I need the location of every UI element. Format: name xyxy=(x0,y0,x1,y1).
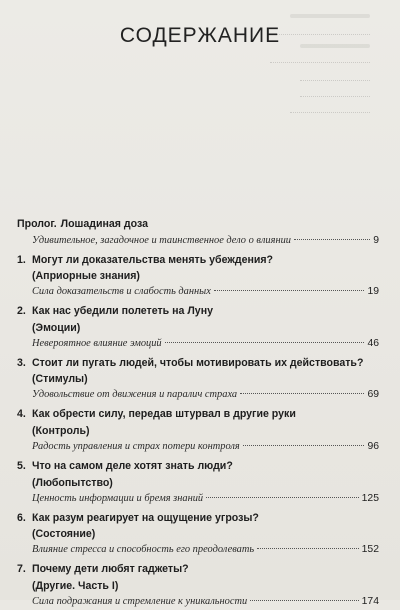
chapter-subtitle: (Стимулы) xyxy=(32,373,88,386)
toc-heading xyxy=(17,406,379,423)
chapter-title: Что на самом деле хотят знать люди? xyxy=(32,459,233,472)
chapter-number: 1. xyxy=(17,253,26,266)
toc-heading xyxy=(17,458,379,475)
toc-entry-chapter-5 xyxy=(17,458,379,507)
dot-leader xyxy=(257,548,359,549)
toc-line xyxy=(17,233,379,249)
toc-page-number: 152 xyxy=(361,544,379,556)
toc-label: Пролог. xyxy=(17,218,57,230)
dot-leader xyxy=(165,342,365,343)
chapter-number: 2. xyxy=(17,305,26,318)
chapter-subtitle: (Эмоции) xyxy=(32,321,81,334)
chapter-title: Почему дети любят гаджеты? xyxy=(32,563,189,576)
chapter-subtitle: (Другие. Часть I) xyxy=(32,579,119,592)
toc-description: Сила подражания и стремление к уникальности xyxy=(32,595,248,607)
chapter-title: Как нас убедили полететь на Луну xyxy=(32,305,213,318)
toc-line xyxy=(17,336,379,352)
chapter-subtitle: (Контроль) xyxy=(32,424,90,437)
chapter-number: 7. xyxy=(17,563,26,576)
toc-heading xyxy=(17,216,379,233)
chapter-title: Могут ли доказательства менять убеждения? xyxy=(32,253,274,266)
toc-description: Невероятное влияние эмоций xyxy=(32,337,162,349)
bleed-through-text xyxy=(0,0,400,130)
toc-heading xyxy=(17,252,379,269)
chapter-title: Как обрести силу, передав штурвал в другие руки xyxy=(32,408,296,421)
toc-entry-chapter-3 xyxy=(17,355,379,404)
chapter-number: 3. xyxy=(17,356,26,369)
chapter-number: 6. xyxy=(17,511,26,524)
dot-leader xyxy=(240,393,364,394)
dot-leader xyxy=(294,239,370,240)
toc-heading xyxy=(17,510,379,527)
toc-entry-chapter-4 xyxy=(17,406,379,455)
toc-entry-prolog xyxy=(17,216,379,249)
toc-description: Удивительное, загадочное и таинственное дело о влиянии xyxy=(32,234,291,246)
toc-line xyxy=(17,542,379,558)
dot-leader xyxy=(250,600,358,601)
toc-line xyxy=(17,491,379,507)
toc-description: Удовольствие от движения и паралич страха xyxy=(32,389,238,401)
toc-page-number: 96 xyxy=(367,440,379,452)
toc-title: Лошадиная доза xyxy=(60,218,149,230)
chapter-title: Как разум реагирует на ощущение угрозы? xyxy=(32,511,259,524)
page-title: СОДЕРЖАНИЕ xyxy=(119,24,281,47)
dot-leader xyxy=(206,497,359,498)
toc-entry-chapter-7 xyxy=(17,561,379,610)
toc-description: Влияние стресса и способность его преодолевать xyxy=(32,544,255,556)
toc-entry-chapter-6 xyxy=(17,510,379,559)
toc-entry-chapter-2 xyxy=(17,303,379,352)
toc-line xyxy=(17,284,379,300)
toc-line xyxy=(17,439,379,455)
dot-leader xyxy=(214,290,365,291)
toc-heading xyxy=(17,355,379,372)
table-of-contents xyxy=(17,216,379,610)
dot-leader xyxy=(243,445,365,446)
chapter-subtitle: (Априорные знания) xyxy=(32,270,140,283)
toc-description: Радость управления и страх потери контроля xyxy=(32,440,240,452)
toc-page-number: 46 xyxy=(367,337,379,349)
toc-description: Ценность информации и бремя знаний xyxy=(32,492,204,504)
toc-page-number: 19 xyxy=(367,286,379,298)
toc-page-number: 174 xyxy=(361,595,379,607)
chapter-title: Стоит ли пугать людей, чтобы мотивировать их действовать? xyxy=(32,356,364,369)
toc-page-number: 125 xyxy=(361,492,379,504)
toc-line xyxy=(17,594,379,610)
toc-heading xyxy=(17,561,379,578)
toc-entry-chapter-1 xyxy=(17,252,379,301)
toc-line xyxy=(17,387,379,403)
toc-page-number: 9 xyxy=(373,234,379,246)
toc-page-number: 69 xyxy=(367,389,379,401)
chapter-subtitle: (Состояние) xyxy=(32,528,96,541)
toc-description: Сила доказательств и слабость данных xyxy=(32,286,211,298)
chapter-number: 5. xyxy=(17,459,26,472)
chapter-subtitle: (Любопытство) xyxy=(32,476,113,489)
chapter-number: 4. xyxy=(17,408,26,421)
toc-heading xyxy=(17,303,379,320)
